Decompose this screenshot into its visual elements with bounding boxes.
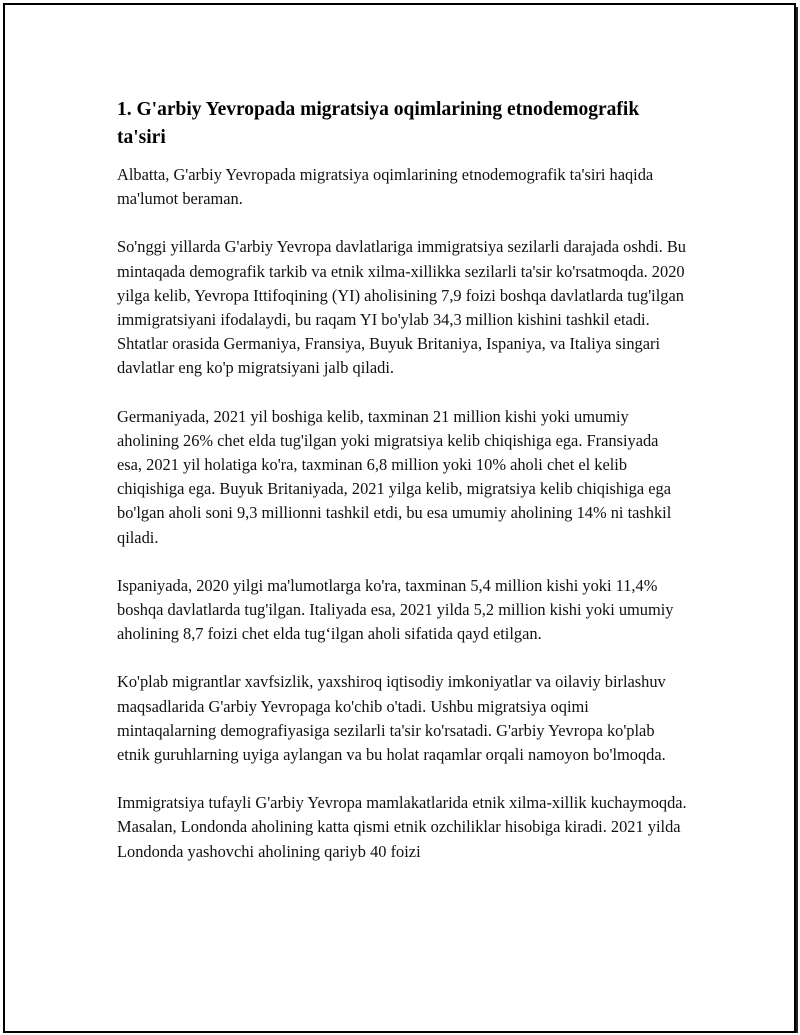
paragraph-ethnic-diversity: Immigratsiya tufayli G'arbiy Yevropa mamlakatlarida etnik xilma-xillik kuchaymoqda. Masalan, Londonda aholining katta qismi etnik ozchiliklar hisobiga kiradi. 2021 yilda Londonda yashovchi aholining qariyb 40 foizi — [117, 793, 687, 861]
paragraph-germany-france-uk: Germaniyada, 2021 yil boshiga kelib, taxminan 21 million kishi yoki umumiy aholining 26% chet elda tug'ilgan yoki migratsiya kelib chiqishiga ega. Fransiyada esa, 2021 yil holatiga ko'ra, taxminan 6,8 million yoki 10% aholi chet el kelib chiqishiga ega. Buyuk Britaniyada, 2021 yilga kelib, migratsiya kelib chiqishiga ega bo'lgan aholi soni 9,3 millionni tashkil etdi, bu esa umumiy aholining 14% ni tashkil qiladi. — [117, 406, 672, 547]
document-body — [117, 96, 687, 888]
paragraph-intro: Albatta, G'arbiy Yevropada migratsiya oqimlarining etnodemografik ta'siri haqida ma'lumot beraman. — [117, 165, 654, 209]
paragraph-immigration-overview: So'nggi yillarda G'arbiy Yevropa davlatlariga immigratsiya sezilarli darajada oshdi. Bu mintaqada demografik tarkib va etnik xilma-xillikka sezilarli ta'sir ko'rsatmoqda. 2020 yilga kelib, Yevropa Ittifoqining (YI) aholisining 7,9 foizi boshqa davlatlarda tug'ilgan immigratsiyani ifodalaydi, bu raqam YI bo'ylab 34,3 million kishini tashkil etadi. Shtatlar orasida Germaniya, Fransiya, Buyuk Britaniya, Ispaniya, va Italiya singari davlatlar eng ko'p migratsiyani jalb qiladi. — [117, 237, 686, 378]
section-heading: 1. G'arbiy Yevropada migratsiya oqimlarining etnodemografik ta'siri — [117, 99, 640, 148]
paragraph-migrant-motives: Ko'plab migrantlar xavfsizlik, yaxshiroq iqtisodiy imkoniyatlar va oilaviy birlashuv maqsadlarida G'arbiy Yevropaga ko'chib o'tadi. Ushbu migratsiya oqimi mintaqalarning demografiyasiga sezilarli ta'sir ko'rsatadi. G'arbiy Yevropa ko'plab etnik guruhlarning uyiga aylangan va bu holat raqamlar orqali namoyon bo'lmoqda. — [117, 672, 666, 765]
paragraph-spain-italy: Ispaniyada, 2020 yilgi ma'lumotlarga ko'ra, taxminan 5,4 million kishi yoki 11,4% boshqa davlatlarda tug'ilgan. Italiyada esa, 2021 yilda 5,2 million kishi yoki umumiy aholining 8,7 foizi chet elda tug‘ilgan aholi sifatida qayd etilgan. — [117, 575, 674, 644]
